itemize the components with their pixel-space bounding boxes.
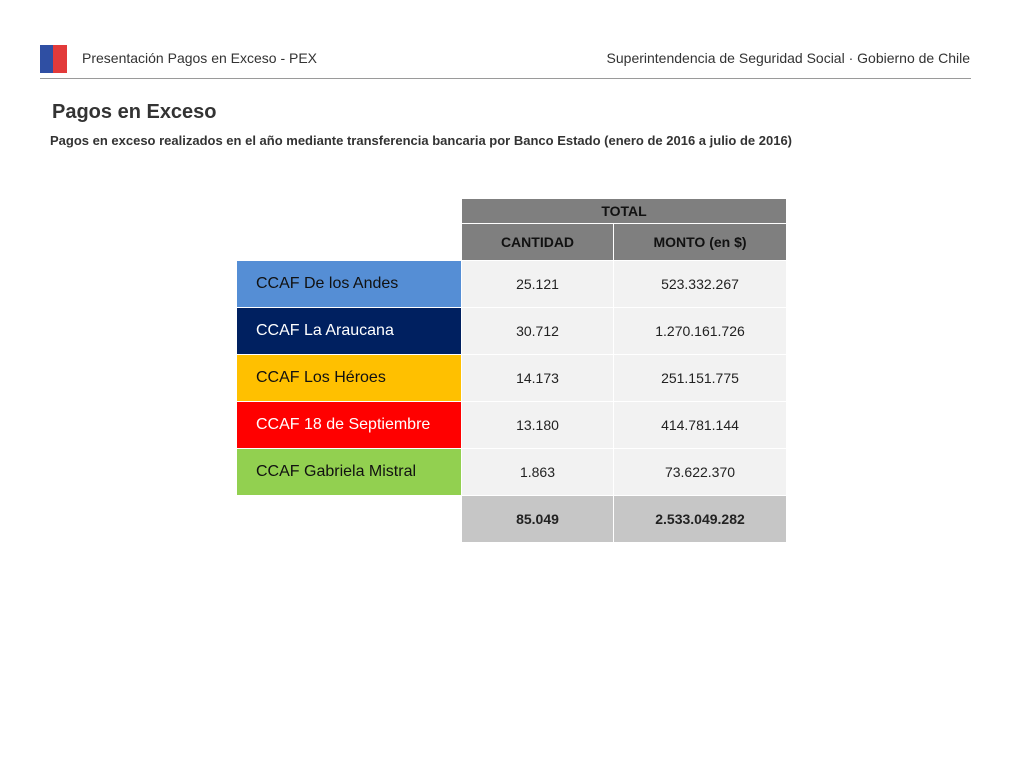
column-header-cantidad: CANTIDAD (462, 224, 614, 261)
table-row (237, 449, 787, 496)
monto-cell: 1.270.161.726 (614, 308, 787, 355)
cantidad-cell: 13.180 (462, 402, 614, 449)
total-row (237, 496, 787, 543)
row-label: CCAF Gabriela Mistral (237, 449, 462, 496)
monto-cell: 523.332.267 (614, 261, 787, 308)
column-header-row (237, 224, 787, 261)
cantidad-cell: 30.712 (462, 308, 614, 355)
organization-name: Superintendencia de Seguridad Social · Gobierno de Chile (606, 50, 970, 66)
payments-table (236, 198, 787, 543)
cantidad-cell: 1.863 (462, 449, 614, 496)
table-row (237, 261, 787, 308)
page-title: Pagos en Exceso (52, 101, 217, 123)
group-header-row (237, 199, 787, 224)
page-subtitle: Pagos en exceso realizados en el año mediante transferencia bancaria por Banco Estado (enero de 2016 a julio de 2016) (50, 133, 793, 148)
empty-corner-cell (237, 199, 462, 224)
cantidad-cell: 25.121 (462, 261, 614, 308)
table-row (237, 308, 787, 355)
row-label: CCAF 18 de Septiembre (237, 402, 462, 449)
row-label: CCAF De los Andes (237, 261, 462, 308)
row-label: CCAF La Araucana (237, 308, 462, 355)
monto-cell: 251.151.775 (614, 355, 787, 402)
flag-red-band (53, 45, 67, 73)
flag-blue-band (40, 45, 53, 73)
empty-total-label-cell (237, 496, 462, 543)
total-group-header: TOTAL (462, 199, 787, 224)
header-divider (40, 78, 971, 79)
cantidad-cell: 14.173 (462, 355, 614, 402)
monto-cell: 414.781.144 (614, 402, 787, 449)
column-header-monto: MONTO (en $) (614, 224, 787, 261)
chile-flag-logo (40, 45, 67, 73)
empty-corner-cell (237, 224, 462, 261)
monto-cell: 73.622.370 (614, 449, 787, 496)
presentation-title: Presentación Pagos en Exceso - PEX (82, 50, 318, 66)
total-monto-cell: 2.533.049.282 (614, 496, 787, 543)
row-label: CCAF Los Héroes (237, 355, 462, 402)
table-row (237, 355, 787, 402)
total-cantidad-cell: 85.049 (462, 496, 614, 543)
table-row (237, 402, 787, 449)
